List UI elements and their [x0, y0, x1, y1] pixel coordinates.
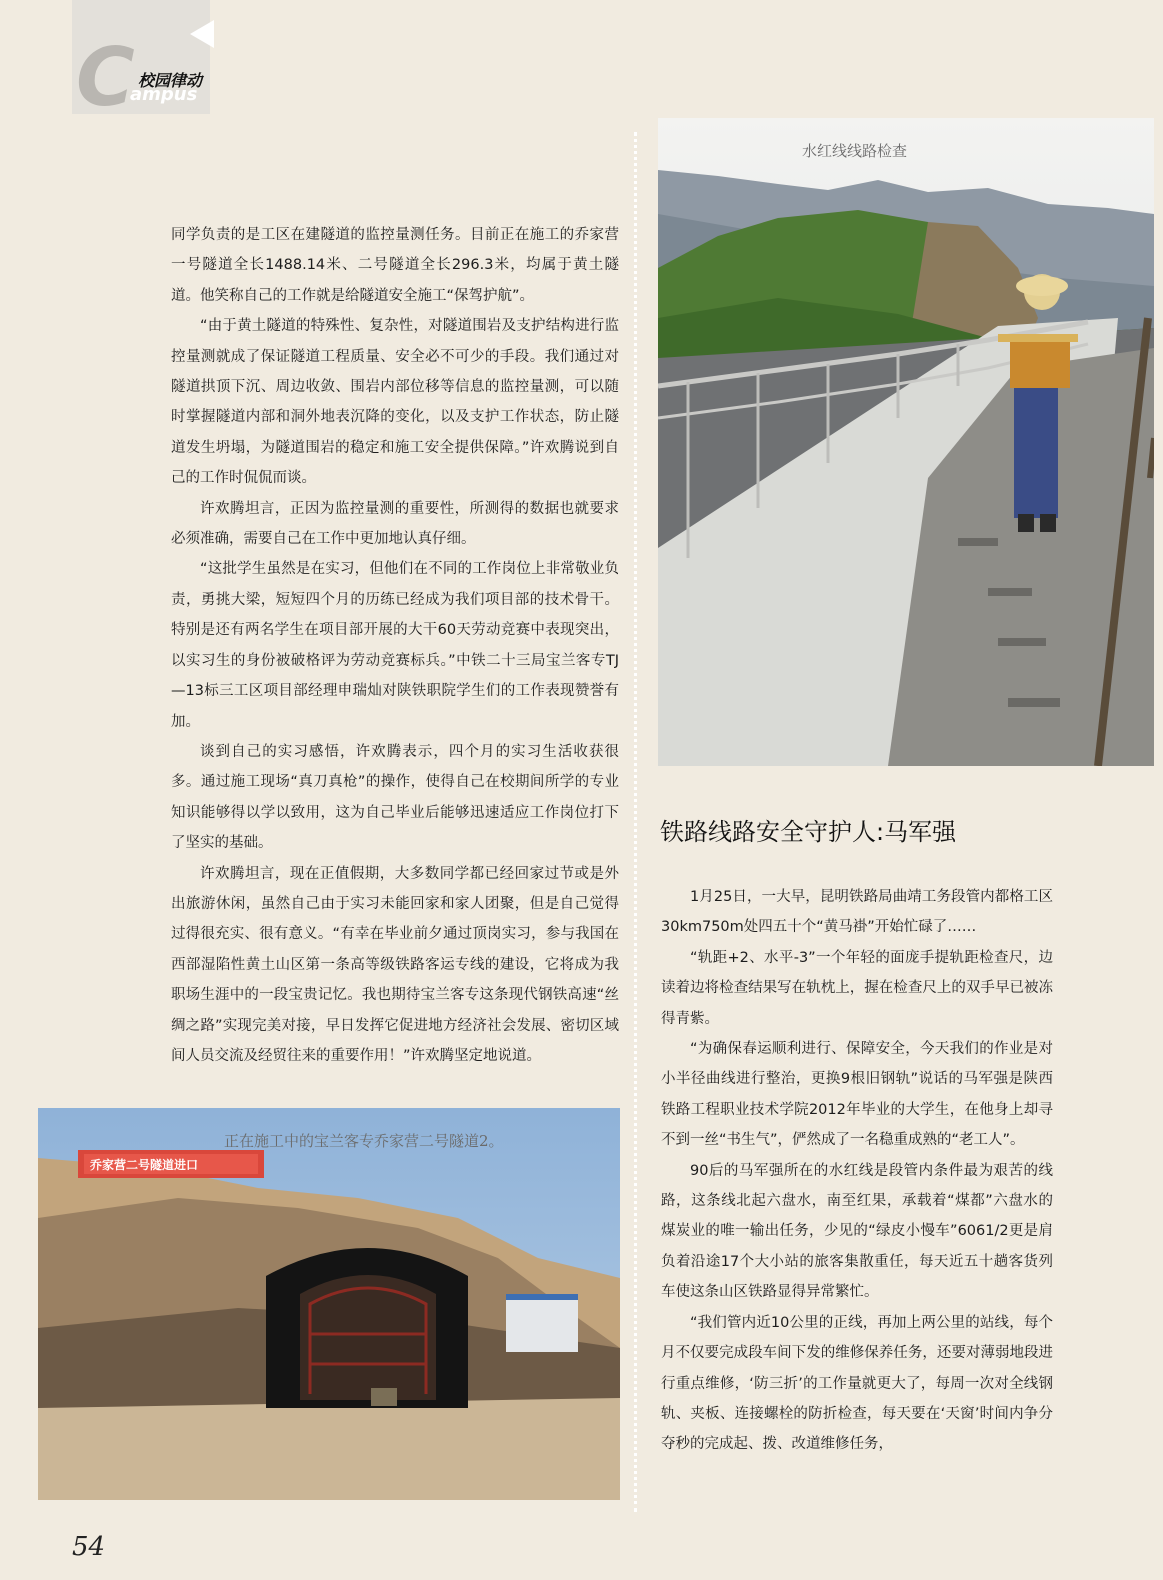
- paragraph: 谈到自己的实习感悟，许欢腾表示，四个月的实习生活收获很多。通过施工现场“真刀真枪”的操作，使得自己在校期间所学的专业知识能够得以学以致用，这为自己毕业后能够迅速适应工作岗位打下了坚实的基础。: [171, 743, 619, 852]
- right-article-column: [661, 882, 1053, 1460]
- paragraph: 1月25日，一大早，昆明铁路局曲靖工务段管内都格工区30km750m处四五十个“黄马褂”开始忙碌了……: [661, 889, 1053, 936]
- paragraph: 同学负责的是工区在建隧道的监控量测任务。目前正在施工的乔家营一号隧道全长1488.14米、二号隧道全长296.3米，均属于黄土隧道。他笑称自己的工作就是给隧道安全施工“保驾护航”。: [171, 227, 619, 304]
- campus-logo: [72, 0, 210, 124]
- page-number: 54: [72, 1532, 106, 1562]
- logo-triangle-icon: [190, 20, 214, 48]
- paragraph: “由于黄土隧道的特殊性、复杂性，对隧道围岩及支护结构进行监控量测就成了保证隧道工程质量、安全必不可少的手段。我们通过对隧道拱顶下沉、周边收敛、围岩内部位移等信息的监控量测，可以随时掌握隧道内部和洞外地表沉降的变化，以及支护工作状态，防止隧道发生坍塌，为隧道围岩的稳定和施工安全提供保障。”许欢腾说到自己的工作时侃侃而谈。: [171, 318, 619, 487]
- paragraph: “这批学生虽然是在实习，但他们在不同的工作岗位上非常敬业负责，勇挑大梁，短短四个月的历练已经成为我们项目部的技术骨干。特别是还有两名学生在项目部开展的大干60天劳动竞赛中表现突出，以实习生的身份被破格评为劳动竞赛标兵。”中铁二十三局宝兰客专TJ—13标三工区项目部经理申瑞灿对陕铁职院学生们的工作表现赞誉有加。: [171, 561, 619, 730]
- paragraph: 90后的马军强所在的水红线是段管内条件最为艰苦的线路，这条线北起六盘水，南至红果，承载着“煤都”六盘水的煤炭业的唯一输出任务，少见的“绿皮小慢车”6061/2更是肩负着沿途17个大小站的旅客集散重任，每天近五十趟客货列车使这条山区铁路显得异常繁忙。: [661, 1162, 1053, 1301]
- tunnel-construction-photo: [38, 1108, 620, 1500]
- logo-english-text: ampus: [130, 84, 198, 105]
- tunnel-photo-caption: 正在施工中的宝兰客专乔家营二号隧道2。: [224, 1132, 504, 1150]
- rail-inspection-photo: [658, 118, 1154, 766]
- logo-chinese-text: 校园律动: [138, 71, 203, 90]
- tunnel-sign: 乔家营二号隧道进口: [90, 1158, 199, 1172]
- paragraph: 许欢腾坦言，正因为监控量测的重要性，所测得的数据也就要求必须准确，需要自己在工作中更加地认真仔细。: [171, 500, 619, 548]
- paragraph: “为确保春运顺利进行、保障安全，今天我们的作业是对小半径曲线进行整治，更换9根旧钢轨”说话的马军强是陕西铁路工程职业技术学院2012年毕业的大学生，在他身上却寻不到一丝“书生气”，俨然成了一名稳重成熟的“老工人”。: [661, 1041, 1053, 1149]
- article-title: 铁路线路安全守护人:马军强: [660, 818, 957, 846]
- column-divider: [634, 132, 637, 1512]
- rail-photo-caption: 水红线线路检查: [802, 142, 908, 160]
- paragraph: 许欢腾坦言，现在正值假期，大多数同学都已经回家过节或是外出旅游休闲，虽然自己由于实习未能回家和家人团聚，但是自己觉得过得很充实、很有意义。“有幸在毕业前夕通过顶岗实习，参与我国在西部湿陷性黄土山区第一条高等级铁路客运专线的建设，它将成为我职场生涯中的一段宝贵记忆。我也期待宝兰客专这条现代钢铁高速“丝绸之路”实现完美对接，早日发挥它促进地方经济社会发展、密切区域间人员交流及经贸往来的重要作用！”许欢腾坚定地说道。: [171, 865, 619, 1064]
- logo-letter: C: [76, 31, 135, 124]
- left-article-column: [171, 220, 619, 1071]
- paragraph: “我们管内近10公里的正线，再加上两公里的站线，每个月不仅要完成段车间下发的维修保养任务，还要对薄弱地段进行重点维修，‘防三折’的工作量就更大了，每周一次对全线钢轨、夹板、连接螺栓的防折检查，每天要在‘天窗’时间内争分夺秒的完成起、拨、改道维修任务，: [661, 1314, 1053, 1453]
- paragraph: “轨距+2、水平-3”一个年轻的面庞手提轨距检查尺，边读着边将检查结果写在轨枕上，握在检查尺上的双手早已被冻得青紫。: [661, 949, 1053, 1027]
